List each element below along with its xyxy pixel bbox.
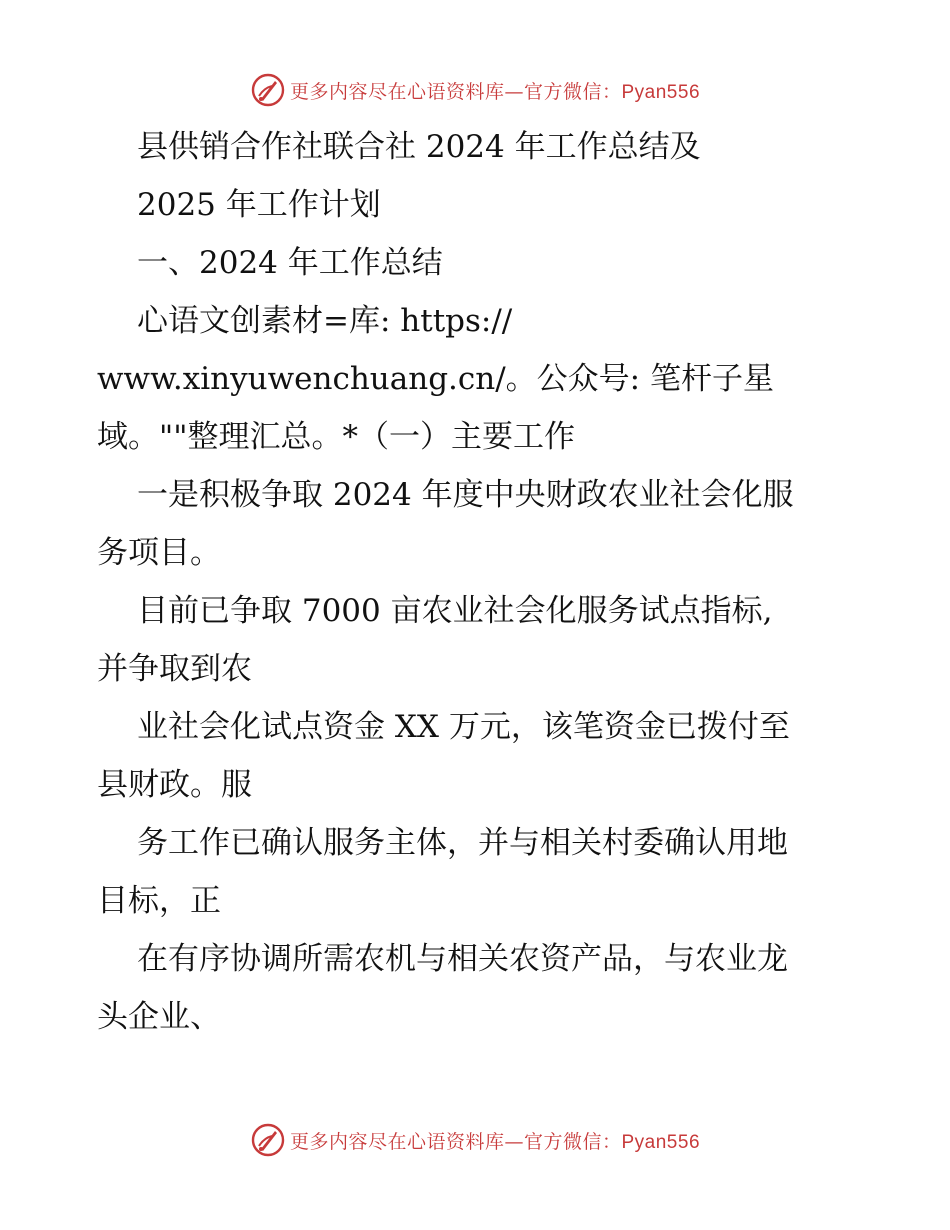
text-line: 业社会化试点资金 XX 万元，该笔资金已拨付至 bbox=[137, 709, 790, 745]
text-line: 务项目。 bbox=[97, 535, 221, 571]
document-body bbox=[97, 118, 857, 1046]
text-line: 心语文创素材=库: https:// bbox=[137, 303, 513, 339]
text-line: 目标，正 bbox=[97, 883, 221, 919]
text-line: 域。""整理汇总。*（一）主要工作 bbox=[97, 419, 576, 455]
text-line: 县供销合作社联合社 2024 年工作总结及 bbox=[137, 129, 701, 165]
text-line: 一、2024 年工作总结 bbox=[137, 245, 443, 281]
text-line: www.xinyuwenchuang.cn/。公众号: 笔杆子星 bbox=[97, 361, 774, 397]
text-line: 在有序协调所需农机与相关农资产品，与农业龙 bbox=[137, 941, 788, 977]
footer-banner bbox=[0, 1118, 950, 1162]
banner-text bbox=[290, 1127, 700, 1154]
text-line: 头企业、 bbox=[97, 999, 221, 1035]
quill-pen-emblem-icon bbox=[250, 1122, 286, 1158]
banner-account-id: Pyan556 bbox=[621, 1131, 701, 1153]
text-line: 县财政。服 bbox=[97, 767, 252, 803]
banner-slogan: 更多内容尽在心语资料库—官方微信： bbox=[289, 1130, 622, 1153]
header-banner bbox=[0, 68, 950, 112]
text-line: 一是积极争取 2024 年度中央财政农业社会化服 bbox=[137, 477, 794, 513]
text-line: 并争取到农 bbox=[97, 651, 252, 687]
text-line: 2025 年工作计划 bbox=[137, 187, 381, 223]
banner-account-id: Pyan556 bbox=[621, 81, 701, 103]
quill-pen-emblem-icon bbox=[250, 72, 286, 108]
banner-text bbox=[290, 77, 700, 104]
text-line: 目前已争取 7000 亩农业社会化服务试点指标, bbox=[137, 593, 773, 629]
banner-slogan: 更多内容尽在心语资料库—官方微信： bbox=[289, 80, 622, 103]
text-line: 务工作已确认服务主体，并与相关村委确认用地 bbox=[137, 825, 788, 861]
